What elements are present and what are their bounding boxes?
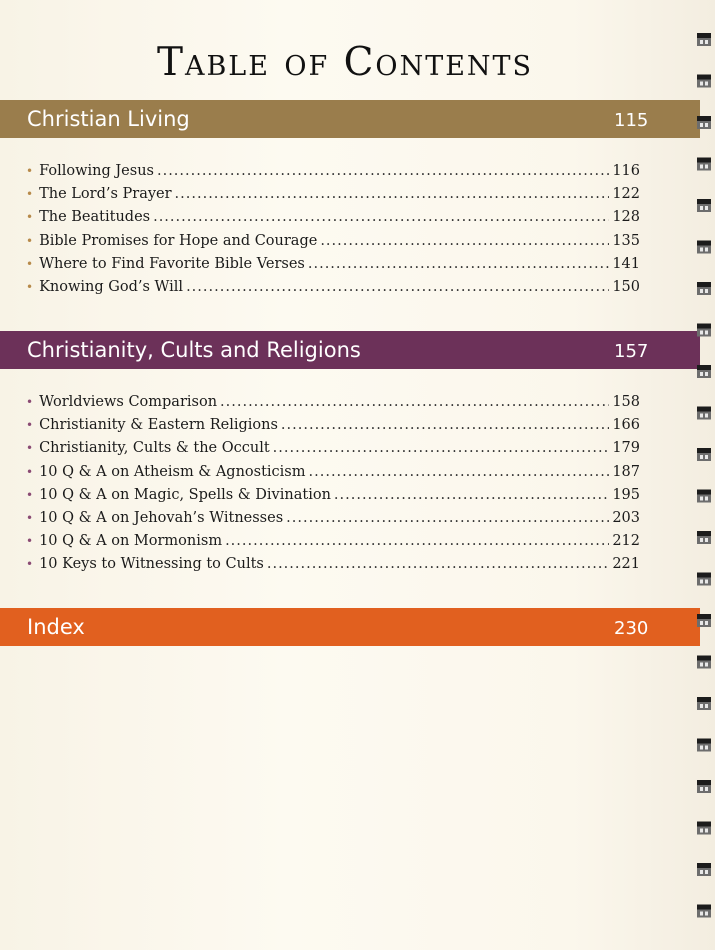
- toc-entry[interactable]: [26, 394, 640, 417]
- toc-entry[interactable]: [26, 440, 640, 463]
- entry-page: 135: [612, 232, 640, 249]
- binding-ring: [697, 531, 711, 544]
- dot-leader: [334, 487, 609, 503]
- bullet-icon: •: [26, 487, 34, 502]
- section-page-number: 230: [614, 618, 649, 639]
- toc-entry[interactable]: [26, 417, 640, 440]
- entry-page: 187: [612, 463, 640, 480]
- entry-page: 203: [612, 509, 640, 526]
- dot-leader: [308, 256, 609, 272]
- binding-ring: [697, 863, 711, 876]
- entry-title: Christianity & Eastern Religions: [39, 417, 278, 434]
- bullet-icon: •: [26, 279, 34, 294]
- entry-page: 179: [612, 440, 640, 457]
- binding-ring: [697, 33, 711, 46]
- entry-page: 116: [612, 163, 640, 179]
- bullet-icon: •: [26, 510, 34, 525]
- bullet-icon: •: [26, 418, 34, 433]
- dot-leader: [320, 233, 609, 249]
- entry-title: Bible Promises for Hope and Courage: [39, 232, 318, 249]
- dot-leader: [175, 186, 610, 202]
- binding-ring: [697, 241, 711, 254]
- entry-title: Knowing God’s Will: [39, 278, 184, 295]
- toc-entry[interactable]: [26, 556, 640, 579]
- entry-title: Christianity, Cults & the Occult: [39, 440, 270, 457]
- dot-leader: [286, 510, 609, 526]
- toc-entry[interactable]: [26, 533, 640, 556]
- binding-ring: [697, 905, 711, 918]
- section-page-number: 157: [614, 341, 649, 362]
- entry-title: 10 Q & A on Jehovah’s Witnesses: [39, 509, 284, 526]
- spiral-binding-icon: [693, 0, 715, 950]
- bullet-icon: •: [26, 233, 34, 248]
- section-label: Index: [27, 615, 85, 639]
- section-label: Christianity, Cults and Religions: [27, 338, 361, 362]
- bullet-icon: •: [26, 187, 34, 202]
- entry-page: 166: [612, 417, 640, 434]
- dot-leader: [267, 556, 609, 572]
- binding-ring: [697, 822, 711, 835]
- toc-entry[interactable]: [26, 209, 640, 232]
- toc-entry[interactable]: [26, 510, 640, 533]
- dot-leader: [309, 464, 610, 480]
- dot-leader: [273, 440, 610, 456]
- entry-page: 158: [612, 394, 640, 410]
- bullet-icon: •: [26, 164, 34, 178]
- entry-title: Worldviews Comparison: [39, 394, 218, 410]
- entry-page: 212: [612, 533, 640, 550]
- dot-leader: [281, 417, 609, 433]
- binding-ring: [697, 158, 711, 171]
- section-entries-christian-living: [26, 163, 640, 302]
- binding-ring: [697, 573, 711, 586]
- dot-leader: [186, 279, 609, 295]
- section-header-christian-living[interactable]: [0, 100, 700, 138]
- entry-title: Following Jesus: [39, 163, 154, 179]
- section-label: Christian Living: [27, 107, 190, 131]
- binding-ring: [697, 490, 711, 503]
- bullet-icon: •: [26, 534, 34, 549]
- entry-page: 150: [612, 278, 640, 295]
- binding-ring: [697, 697, 711, 710]
- section-header-christianity-cults-religions[interactable]: [0, 331, 700, 369]
- entry-title: 10 Q & A on Mormonism: [39, 533, 223, 550]
- toc-entry[interactable]: [26, 256, 640, 279]
- entry-title: The Beatitudes: [39, 209, 151, 226]
- binding-ring: [697, 365, 711, 378]
- entry-page: 141: [612, 255, 640, 272]
- binding-ring: [697, 407, 711, 420]
- binding-ring: [697, 282, 711, 295]
- binding-ring: [697, 324, 711, 337]
- binding-ring: [697, 739, 711, 752]
- bullet-icon: •: [26, 210, 34, 225]
- toc-entry[interactable]: [26, 279, 640, 302]
- toc-entry[interactable]: [26, 163, 640, 186]
- bullet-icon: •: [26, 464, 34, 479]
- section-entries-christianity-cults-religions: [26, 394, 640, 580]
- entry-title: 10 Q & A on Atheism & Agnosticism: [39, 463, 306, 480]
- section-page-number: 115: [614, 110, 649, 131]
- bullet-icon: •: [26, 395, 34, 409]
- entry-page: 221: [612, 556, 640, 573]
- entry-title: 10 Q & A on Magic, Spells & Divination: [39, 486, 331, 503]
- binding-ring: [697, 199, 711, 212]
- bullet-icon: •: [26, 441, 34, 456]
- bullet-icon: •: [26, 256, 34, 271]
- entry-page: 195: [612, 486, 640, 503]
- entry-page: 122: [612, 186, 640, 203]
- entry-title: The Lord’s Prayer: [39, 186, 172, 203]
- toc-entry[interactable]: [26, 233, 640, 256]
- entry-page: 128: [612, 209, 640, 226]
- bullet-icon: •: [26, 557, 34, 572]
- entry-title: 10 Keys to Witnessing to Cults: [39, 556, 264, 573]
- dot-leader: [220, 394, 609, 410]
- binding-ring: [697, 116, 711, 129]
- section-header-index[interactable]: [0, 608, 700, 646]
- dot-leader: [157, 163, 609, 179]
- dot-leader: [225, 533, 609, 549]
- toc-entry[interactable]: [26, 186, 640, 209]
- binding-ring: [697, 656, 711, 669]
- binding-ring: [697, 614, 711, 627]
- toc-entry[interactable]: [26, 464, 640, 487]
- binding-ring: [697, 780, 711, 793]
- binding-ring: [697, 75, 711, 88]
- toc-entry[interactable]: [26, 487, 640, 510]
- page-title: Table of Contents: [156, 40, 534, 85]
- entry-title: Where to Find Favorite Bible Verses: [39, 255, 305, 272]
- binding-ring: [697, 448, 711, 461]
- dot-leader: [153, 209, 609, 225]
